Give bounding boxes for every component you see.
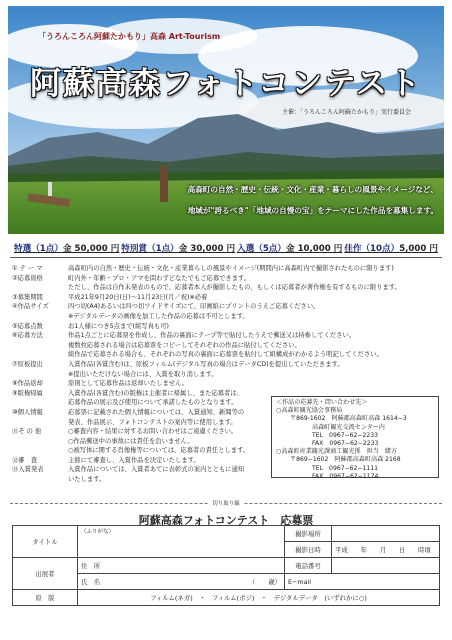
rule-key: ⑨版権帰属 <box>12 389 43 397</box>
rule-value: 入賞作品(各賞含む)は、原板フィルム(デジタル写真の場合はデータCD)を提出していただきます。 <box>68 360 344 368</box>
rule-item <box>12 264 442 274</box>
contact-tel: TEL 0967−62−2233 <box>312 431 379 439</box>
location-label: 撮影場所 <box>285 526 332 542</box>
rule-value: 町内外・年齢・プロ・アマを問わずどなたでもご応募できます。 <box>68 274 251 282</box>
prize-list <box>14 242 438 254</box>
prize-item: 佳作（10点）5,000 円 <box>344 244 438 254</box>
contact-fax: FAX 0967−62−1174 <box>312 472 379 480</box>
rule-value: 入賞作品については、入賞者あてに表彰式の案内とともに通知 <box>68 466 245 474</box>
rule-value: お1人様につき5点まで(組写真も可) <box>68 322 169 330</box>
email-label: E−mail <box>288 577 312 586</box>
rule-continuation: 組作品で応募される場合も、それぞれの写真の裏面に応募票を貼付して組構成がわかるよう明記してください。 <box>68 351 383 359</box>
contact-tel: TEL 0967−62−1111 <box>312 464 379 472</box>
rule-continuation: 応募作品の展示及び使用について承諾したものとなります。 <box>68 399 238 407</box>
rule-key: ⑥応募方法 <box>12 332 43 340</box>
name-label: 氏 名 <box>81 578 101 586</box>
rule-continuation: いたします。 <box>68 476 106 484</box>
rule-item <box>12 274 442 284</box>
organizer: 主催：「うろんころん阿蘇たかもり」実行委員会 <box>282 109 412 116</box>
rule-key: ⑧作品返却 <box>12 380 43 388</box>
original-label: 原 版 <box>13 590 78 606</box>
contact-org: ○高森町産業観光課商工観光係 担当 緒方 <box>276 448 398 456</box>
furigana-label: （ふりがな） <box>81 529 115 535</box>
rule-key: ⑫審 査 <box>12 456 38 464</box>
email-field[interactable] <box>285 574 440 590</box>
address-field[interactable] <box>78 558 285 574</box>
rule-key: ① テ ー マ <box>12 265 43 272</box>
location-field[interactable] <box>332 526 440 542</box>
theme-message-1: 高森町の自然・歴史・伝統・文化・産業・暮らしの風景やイメージなど、 <box>187 185 438 194</box>
tagline: 「うろんころん阿蘇たかもり」高森 Art-Tourism <box>38 32 221 41</box>
datetime-label: 撮影日時 <box>285 542 332 558</box>
page-title: 阿蘇高森フォトコンテスト <box>30 66 422 102</box>
address-label: 住 所 <box>81 562 101 570</box>
phone-label: 電話番号 <box>285 558 332 574</box>
contact-heading: ＜作品の応募先・問い合わせ先＞ <box>276 399 368 406</box>
entry-form-table <box>12 525 440 606</box>
rule-continuation: ただし、作品は自作未発表のもので、応募者本人が撮影したもの、もしくは応募者が著作権を有するものに限ります。 <box>68 284 401 292</box>
rule-item <box>12 322 442 332</box>
rule-continuation: ○被写体に関する肖像権等については、応募者の責任とします。 <box>68 447 250 455</box>
rule-key: ②応募資格 <box>12 274 43 282</box>
contact-box <box>271 396 439 478</box>
rule-key: ⑬入賞発表 <box>12 466 44 474</box>
rule-continuation: 発表、作品展示、フォトコンテストの案内等に使用します。 <box>68 418 237 426</box>
rule-continuation: ※提出いただけない場合には、入賞を取り消します。 <box>68 370 218 378</box>
rule-value: 四つ切(A4)あるいは四つ切ワイドサイズにて、印画紙にプリントのうえご応募ください。 <box>68 303 320 311</box>
contact-org: ○高森町観光協会事務局 <box>276 407 343 415</box>
rule-item <box>12 302 442 312</box>
prize-item: 入選（5点）金 10,000 円 <box>237 244 343 254</box>
phone-field[interactable] <box>332 558 440 574</box>
rule-value: 原則として応募作品は返却いたしません。 <box>68 380 189 388</box>
rule-continuation: ※デジタルデータの画像を加工した作品の応募は不可とします。 <box>68 312 249 320</box>
cut-line-label: 切り取り線 <box>208 501 244 507</box>
rule-continuation: 複数枚応募される場合は応募票をコピーしてそれぞれの作品に貼付してください。 <box>68 341 301 349</box>
prize-item: 特別賞（1点）金 30,000 円 <box>121 244 236 254</box>
rule-value: 応募票に記載された個人情報については、入賞通知、新聞等の <box>68 408 245 416</box>
name-field[interactable] <box>78 574 285 590</box>
contact-fax: FAX 0967−62−2233 <box>312 440 379 448</box>
rule-value: 作品1点ごとに応募票を作成し、作品の裏面にテープ等で貼付したうえで郵送又は持参してください。 <box>68 332 356 340</box>
rule-value: 平成21年9月20日(日)～11月23日(月／祝)※必着 <box>68 293 208 301</box>
rule-value: 高森町内の自然・歴史・伝統・文化・産業暮らしの風景やイメージ(期間内に高森町内で撮影されたものに限ります) <box>68 265 394 272</box>
rule-key: ⑦原板提出 <box>12 360 43 368</box>
contact-place: 高森町観光交流センター内 <box>312 423 385 431</box>
contact-address: 〒869−1602 阿蘇郡高森町高森 2168 <box>290 456 401 464</box>
rule-value: ○審査内容・結果に対するお問い合わせはご遠慮ください。 <box>68 428 238 436</box>
rule-key: ⑩個人情報 <box>12 408 43 416</box>
theme-message-2: 地域が"誇るべき"「地域の自慢の宝」をテーマにした作品を募集します。 <box>187 206 438 215</box>
rule-key: ⑪そ の 他 <box>12 428 42 436</box>
divider <box>10 257 442 258</box>
rule-item <box>12 331 442 341</box>
datetime-field[interactable]: 平成 年 月 日 時頃 <box>332 542 440 558</box>
original-options[interactable]: フィルム(ネガ) ・ フィルム(ポジ) ・ デジタルデータ (いずれかに○) <box>78 590 440 606</box>
hero-photo <box>8 6 444 234</box>
rule-key: ③募集期間 <box>12 293 43 301</box>
rule-item <box>12 379 442 389</box>
prize-item: 特選（1点）金 50,000 円 <box>14 244 120 254</box>
title-label: タイトル <box>13 526 78 558</box>
age-label: （ 歳） <box>249 578 281 586</box>
form-title: 阿蘇高森フォトコンテスト 応募票 <box>138 514 314 527</box>
rule-key: ④作品サイズ <box>12 303 49 311</box>
rule-value: 入賞作品(各賞含む)の版権は主催者に帰属し、また応募者は、 <box>68 389 243 397</box>
applicant-label: 出展者 <box>13 558 78 590</box>
rule-value: 主催にて審査し、入賞作品を決定いたします。 <box>68 456 200 464</box>
rule-key: ⑤応募点数 <box>12 322 43 330</box>
title-field[interactable] <box>78 526 285 558</box>
rule-item <box>12 293 442 303</box>
contact-address: 〒869-1602 阿蘇郡高森町高森 1614−3 <box>290 415 407 423</box>
rule-continuation: ○作品郵送中の事故には責任を負いません。 <box>68 437 194 445</box>
rule-item <box>12 360 442 370</box>
